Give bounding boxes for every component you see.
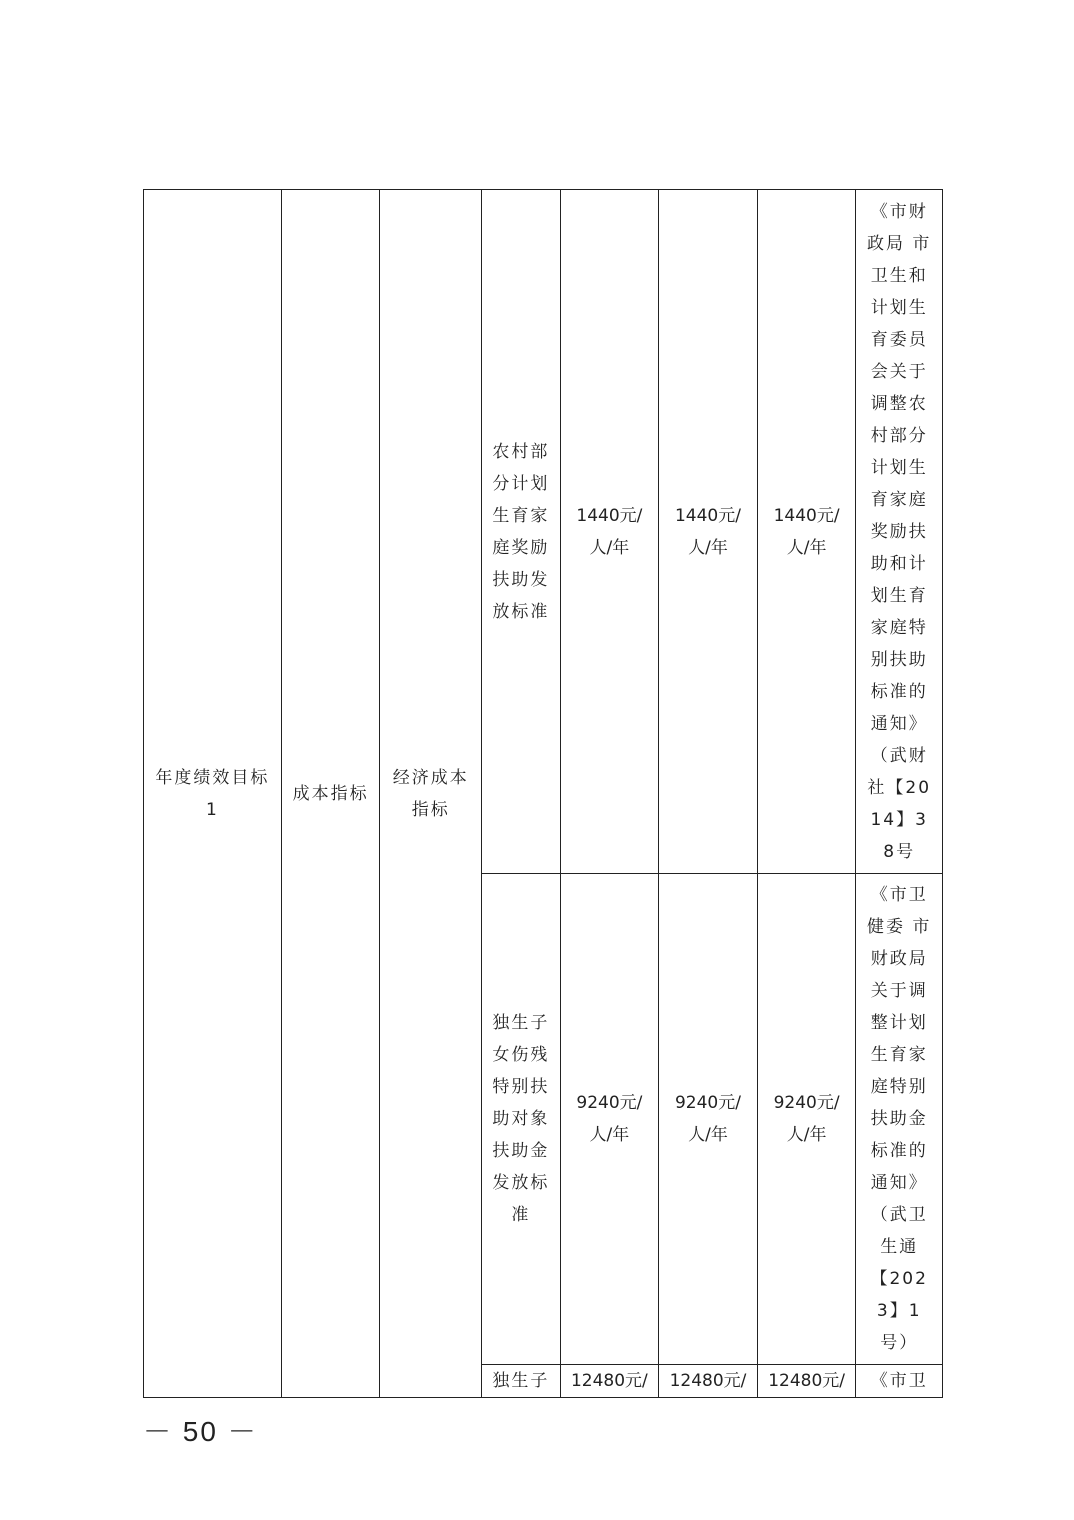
- value-2: 12480元/: [669, 1371, 747, 1391]
- value-1: 9240元/人/年: [576, 1093, 643, 1145]
- basis-cell: [856, 874, 943, 1365]
- value-2: 9240元/人/年: [674, 1093, 741, 1145]
- value-3: 1440元/人/年: [773, 505, 840, 558]
- value-cell: [659, 190, 758, 874]
- value-cell: [659, 874, 758, 1365]
- value-cell: [659, 1365, 758, 1398]
- item-name: 独生子: [492, 1371, 550, 1391]
- page-number: － 50 －: [143, 1416, 258, 1447]
- sub-indicator-label: 经济成本指标: [392, 767, 469, 820]
- value-1: 1440元/人/年: [576, 505, 643, 558]
- performance-table: [143, 189, 943, 1398]
- value-1: 12480元/: [570, 1371, 648, 1391]
- basis-text: 《市财政局 市卫生和计划生育委员会关于调整农村部分计划生育家庭奖励扶助和计划生育家庭特别扶助标准的通知》（武财社【2014】38号: [867, 201, 932, 862]
- item-name: 农村部分计划生育家庭奖励扶助发放标准: [492, 441, 550, 622]
- item-name-cell: [482, 874, 560, 1365]
- value-cell: [757, 874, 856, 1365]
- value-cell: [757, 1365, 856, 1398]
- value-cell: [560, 1365, 659, 1398]
- goal-cell: [144, 190, 282, 1398]
- basis-cell: [856, 1365, 943, 1398]
- item-name-cell: [482, 1365, 560, 1398]
- value-3: 9240元/人/年: [773, 1093, 840, 1145]
- item-name-cell: [482, 190, 560, 874]
- value-2: 1440元/人/年: [674, 505, 741, 558]
- table-row: [144, 190, 943, 874]
- value-cell: [757, 190, 856, 874]
- basis-text: 《市卫: [870, 1371, 928, 1391]
- item-name: 独生子女伤残特别扶助对象扶助金发放标准: [492, 1013, 550, 1225]
- value-3: 12480元/: [768, 1371, 845, 1391]
- sub-indicator-cell: [380, 190, 482, 1398]
- value-cell: [560, 874, 659, 1365]
- indicator-label: 成本指标: [292, 783, 369, 804]
- goal-label: 年度绩效目标1: [155, 767, 270, 820]
- basis-cell: [856, 190, 943, 874]
- basis-text: 《市卫健委 市财政局关于调整计划生育家庭特别扶助金标准的通知》（武卫生通【2023】1号）: [867, 885, 932, 1353]
- indicator-cell: [281, 190, 380, 1398]
- value-cell: [560, 190, 659, 874]
